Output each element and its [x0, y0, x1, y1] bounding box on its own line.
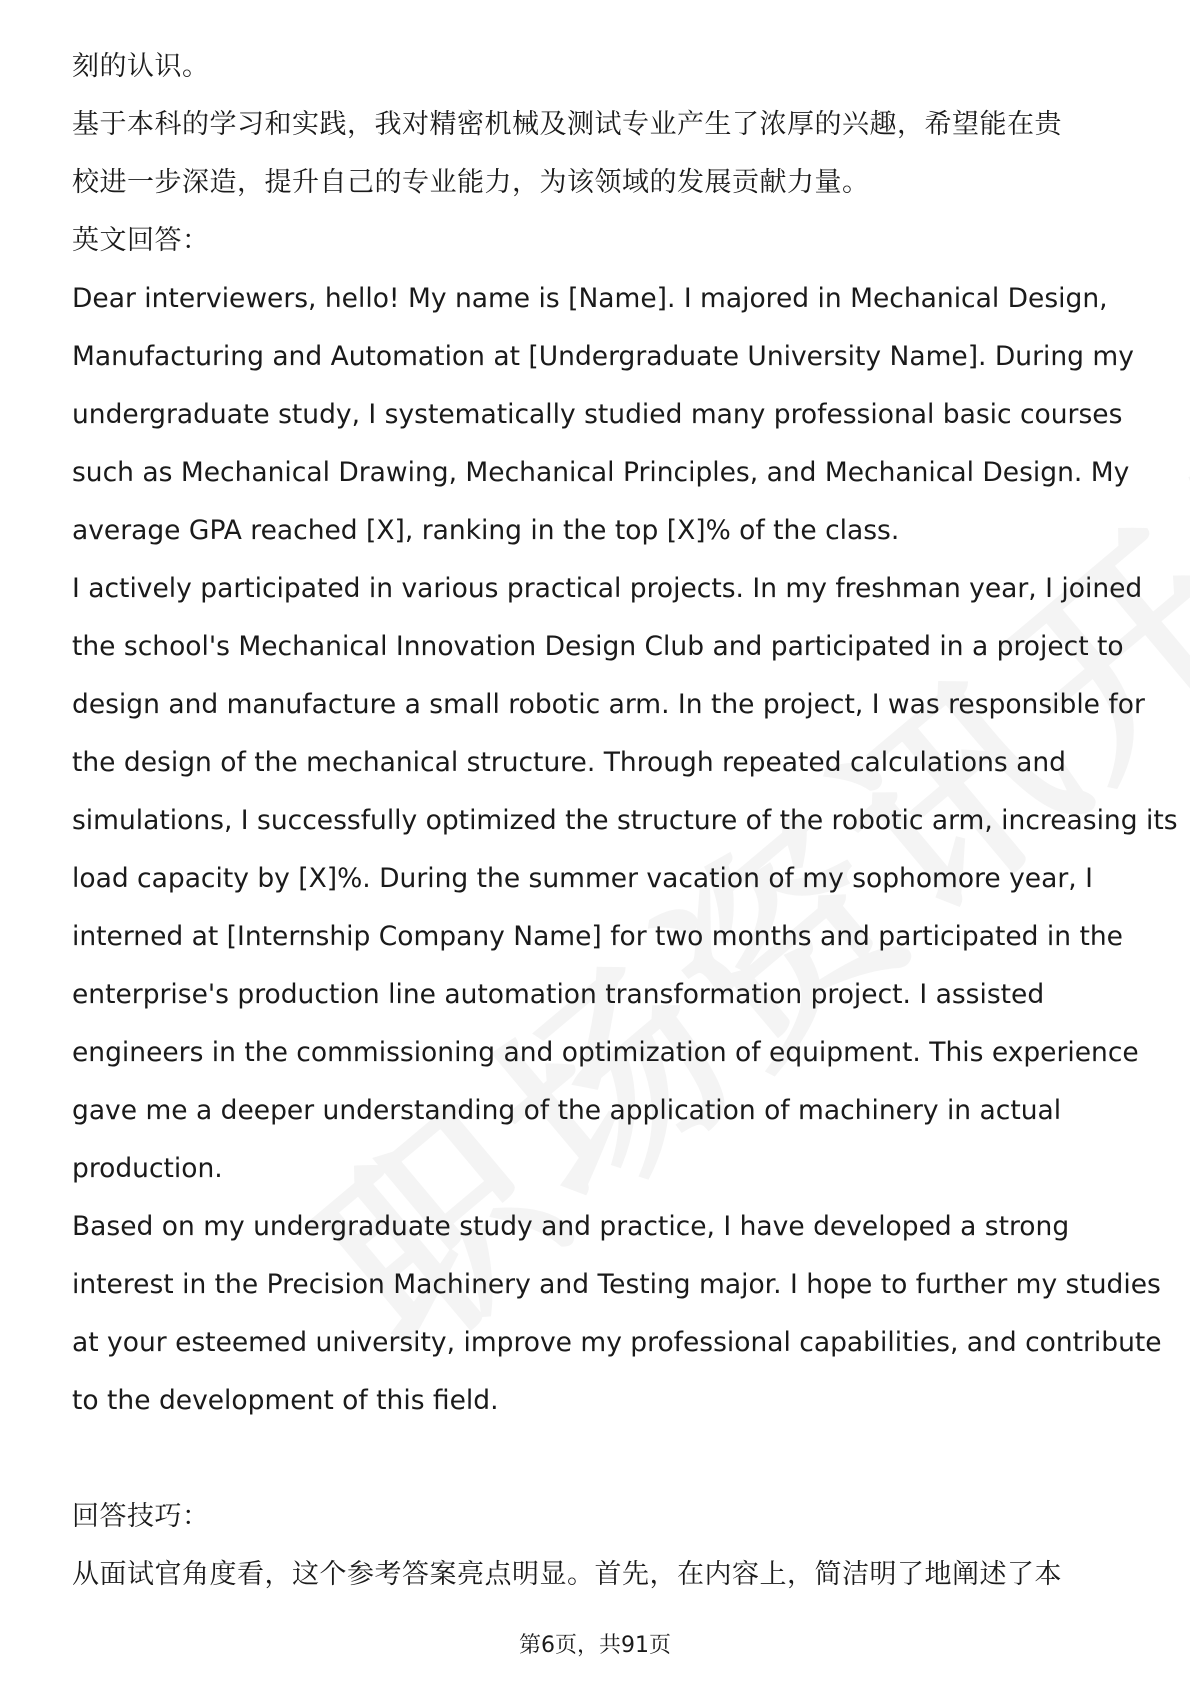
text-line: Manufacturing and Automation at [Undergraduate University Name]. During my: [72, 341, 1134, 372]
text-line: average GPA reached [X], ranking in the top [X]% of the class.: [72, 515, 900, 546]
text-line: simulations, I successfully optimized the structure of the robotic arm, increasing its: [72, 805, 1178, 836]
text-line: I actively participated in various practical projects. In my freshman year, I joined: [72, 573, 1143, 604]
text-line: the design of the mechanical structure. Through repeated calculations and: [72, 747, 1066, 778]
text-line: Based on my undergraduate study and practice, I have developed a strong: [72, 1211, 1070, 1242]
text-line: at your esteemed university, improve my professional capabilities, and contribute: [72, 1327, 1162, 1358]
text-line: Dear interviewers, hello! My name is [Name]. I majored in Mechanical Design,: [72, 283, 1108, 314]
text-line: 从面试官角度看，这个参考答案亮点明显。首先，在内容上，简洁明了地阐述了本: [72, 1559, 1062, 1590]
text-line: enterprise's production line automation transformation project. I assisted: [72, 979, 1045, 1010]
text-line: 基于本科的学习和实践，我对精密机械及测试专业产生了浓厚的兴趣，希望能在贵: [72, 109, 1062, 140]
page-footer: 第6页，共91页: [519, 1633, 671, 1658]
text-line: gave me a deeper understanding of the application of machinery in actual: [72, 1095, 1062, 1126]
document-body: [72, 38, 1178, 1604]
text-line: engineers in the commissioning and optimization of equipment. This experience: [72, 1037, 1139, 1068]
text-line: 校进一步深造，提升自己的专业能力，为该领域的发展贡献力量。: [72, 167, 870, 198]
text-line: to the development of this field.: [72, 1385, 499, 1416]
text-line: undergraduate study, I systematically studied many professional basic courses: [72, 399, 1123, 430]
text-line: 英文回答：: [72, 225, 210, 256]
text-line: 回答技巧：: [72, 1501, 210, 1532]
text-line: interest in the Precision Machinery and Testing major. I hope to further my studies: [72, 1269, 1161, 1300]
text-line: 刻的认识。: [72, 51, 210, 82]
text-line: load capacity by [X]%. During the summer vacation of my sophomore year, I: [72, 863, 1093, 894]
text-line: the school's Mechanical Innovation Design Club and participated in a project to: [72, 631, 1124, 662]
text-line: design and manufacture a small robotic arm. In the project, I was responsible for: [72, 689, 1145, 720]
blank-line: [72, 1430, 1132, 1488]
text-line: interned at [Internship Company Name] for two months and participated in the: [72, 921, 1123, 952]
text-line: production.: [72, 1153, 223, 1184]
text-line: such as Mechanical Drawing, Mechanical Principles, and Mechanical Design. My: [72, 457, 1130, 488]
